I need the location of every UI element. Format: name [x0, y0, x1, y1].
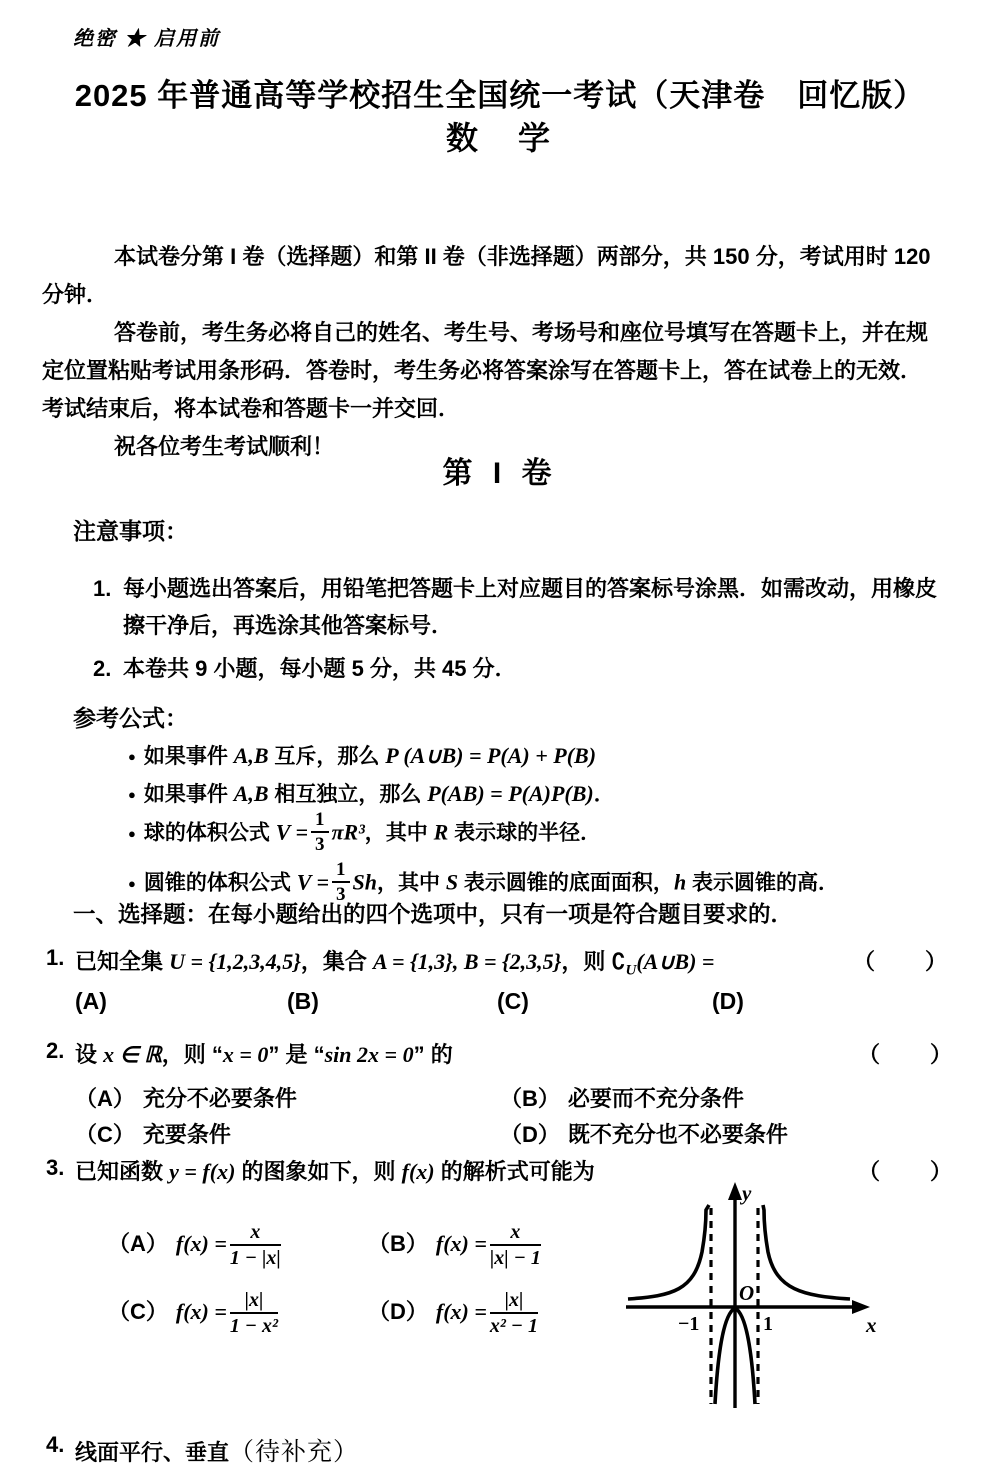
formula-3-text-2: ，其中	[364, 821, 434, 845]
question-3-stem	[75, 1155, 595, 1186]
instruction-paragraph-2: 答卷前，考生务必将自己的姓名、考生号、考场号和座位号填写在答题卡上，并在规定位置粘贴考试用条形码．答卷时，考生务必将答案涂写在答题卡上，答在试卷上的无效．考试结束后，将本试卷和答题卡一并交回．	[42, 320, 929, 421]
formula-4-text-2: ，其中	[377, 871, 446, 895]
tick-1-label: 1	[763, 1313, 773, 1335]
formulas-heading: 参考公式：	[73, 705, 188, 731]
y-axis-arrow	[728, 1182, 742, 1200]
fraction-numerator: x	[490, 1222, 541, 1246]
fraction-numerator: |x|	[230, 1290, 278, 1314]
q1-math-1: U = {1,2,3,4,5}	[169, 949, 301, 974]
q2-option-c-label: （C）	[75, 1122, 135, 1147]
question-1-stem	[75, 945, 714, 979]
q2-option-d	[500, 1118, 788, 1149]
exam-instructions	[42, 238, 940, 466]
q2-math-1: x ∈ ℝ	[103, 1042, 162, 1067]
formula-4-math-1: V =	[296, 869, 330, 895]
q3-option-d-label: （D）	[368, 1298, 428, 1324]
note-1-text: 每小题选出答案后，用铅笔把答题卡上对应题目的答案标号涂黑．如需改动，用橡皮擦干净后，再选涂其他答案标号．	[123, 576, 938, 638]
subject-title: 数 学	[445, 120, 554, 156]
q2-option-d-text: 既不充分也不必要条件	[567, 1122, 788, 1147]
fraction-one-third	[311, 810, 329, 854]
q1-text-2: ，集合	[300, 949, 373, 974]
formula-2-math-1: A,B	[233, 781, 269, 806]
q3-answer-parentheses: （ ）	[858, 1159, 955, 1184]
bullet-icon: ●	[128, 875, 136, 891]
question-2-number: 2.	[46, 1038, 65, 1063]
q3-option-a	[108, 1222, 284, 1268]
q3-math-1: y = f(x)	[169, 1159, 236, 1184]
fraction-denominator: |x| − 1	[489, 1247, 541, 1269]
q1-option-c: (C)	[497, 988, 529, 1014]
q2-text-4: ” 的	[413, 1042, 453, 1067]
formula-4-math-3: S	[445, 869, 459, 895]
q1-option-a: (A)	[75, 988, 107, 1014]
q2-text-2: ，则 “	[161, 1042, 223, 1067]
formula-1-math-2: P (A∪B) = P(A) + P(B)	[385, 743, 597, 768]
question-4-number: 4.	[46, 1432, 65, 1457]
q2-math-3: sin 2x = 0	[324, 1042, 414, 1067]
note-2-text: 本卷共 9 小题，每小题 5 分，共 45 分．	[123, 656, 517, 681]
fraction-numerator: |x|	[490, 1290, 538, 1314]
note-1-number: 1.	[93, 576, 112, 601]
formula-3-math-2: πR³	[331, 819, 365, 845]
bullet-icon: ●	[128, 749, 136, 764]
q3-option-b	[368, 1222, 544, 1268]
formula-1-text-2: 互斥，那么	[268, 745, 386, 768]
q2-option-c-text: 充要条件	[142, 1122, 231, 1147]
formula-4-text: 圆锥的体积公式	[143, 871, 297, 895]
q3-option-b-label: （B）	[368, 1230, 428, 1256]
q2-answer-parentheses: （ ）	[858, 1042, 955, 1067]
section-1-title: 第 I 卷	[442, 457, 558, 490]
formula-independent-events	[128, 778, 615, 808]
q2-option-b	[500, 1082, 744, 1113]
formula-4-math-4: h	[673, 869, 687, 895]
formula-4-math-2: Sh	[352, 869, 377, 895]
question-2-stem	[75, 1038, 453, 1069]
formula-2-text-2: 相互独立，那么	[268, 783, 428, 806]
instruction-paragraph-1: 本试卷分第 I 卷（选择题）和第 II 卷（非选择题）两部分，共 150 分，考试用时 120 分钟．	[42, 244, 931, 307]
fraction-denominator: 1 − |x|	[229, 1247, 281, 1269]
x-axis-arrow	[852, 1300, 870, 1314]
note-item-1	[93, 570, 938, 644]
q2-option-c	[75, 1118, 231, 1149]
multiple-choice-heading: 一、选择题：在每小题给出的四个选项中，只有一项是符合题目要求的．	[73, 902, 794, 927]
q2-text-3: ” 是 “	[268, 1042, 325, 1067]
q2-text-1: 设	[75, 1042, 104, 1067]
formula-3-text-3: 表示球的半径．	[448, 821, 602, 845]
formula-1-math-1: A,B	[233, 743, 269, 768]
fraction-denominator: x² − 1	[489, 1315, 539, 1337]
fraction-numerator: x	[230, 1222, 281, 1246]
y-axis-label: y	[742, 1181, 752, 1205]
q3-function-graph	[618, 1180, 888, 1412]
formula-2-period: ．	[593, 783, 615, 806]
q3-math-2: f(x)	[401, 1159, 435, 1184]
q1-text-3: ，则	[561, 949, 612, 974]
bullet-icon: ●	[128, 825, 136, 841]
q1-math-3: (A∪B) =	[636, 949, 715, 974]
formula-3-math-1: V =	[275, 819, 309, 845]
formula-4-text-4: 表示圆锥的高．	[686, 871, 840, 895]
note-2-number: 2.	[93, 656, 112, 681]
q3-option-d-formula: f(x) =	[435, 1298, 487, 1324]
notes-heading: 注意事项：	[73, 518, 188, 544]
fraction-denominator: 3	[336, 884, 346, 905]
q1-option-d: (D)	[712, 988, 744, 1014]
question-3-number: 3.	[46, 1155, 65, 1180]
q3-option-c-fraction	[230, 1290, 278, 1336]
q2-option-d-label: （D）	[500, 1122, 560, 1147]
q2-option-b-label: （B）	[500, 1086, 560, 1111]
q3-option-a-formula: f(x) =	[175, 1230, 227, 1256]
q2-option-a-label: （A）	[75, 1086, 135, 1111]
question-4-stem	[75, 1432, 359, 1468]
fraction-numerator: 1	[332, 860, 350, 883]
q1-answer-parentheses: （ ）	[853, 949, 950, 974]
fraction-numerator: 1	[311, 810, 329, 833]
q3-option-c	[108, 1290, 281, 1336]
fraction-denominator: 3	[315, 834, 325, 855]
note-item-2	[93, 650, 938, 687]
formula-3-text: 球的体积公式	[143, 821, 276, 845]
q3-option-b-formula: f(x) =	[435, 1230, 487, 1256]
tick-neg1-label: −1	[678, 1313, 700, 1335]
q3-option-d-fraction	[490, 1290, 538, 1336]
q2-option-a-text: 充分不必要条件	[142, 1086, 297, 1111]
formula-1-text: 如果事件	[143, 745, 234, 768]
q2-option-a	[75, 1082, 297, 1113]
q3-text-1: 已知函数	[75, 1159, 170, 1184]
formula-4-text-3: 表示圆锥的底面面积，	[458, 871, 674, 895]
complement-symbol: ∁	[611, 949, 626, 974]
exam-title: 2025 年普通高等学校招生全国统一考试（天津卷 回忆版）	[74, 78, 926, 113]
q3-text-2: 的图象如下，则	[235, 1159, 402, 1184]
fraction-denominator: 1 − x²	[229, 1315, 279, 1337]
question-1-number: 1.	[46, 945, 65, 970]
q3-option-c-formula: f(x) =	[175, 1298, 227, 1324]
q1-text-1: 已知全集	[75, 949, 170, 974]
formula-2-math-2: P(AB) = P(A)P(B)	[427, 781, 594, 806]
instruction-paragraph-3: 祝各位考生考试顺利！	[114, 434, 335, 459]
formula-sphere-volume	[128, 809, 602, 856]
formula-3-math-3: R	[433, 819, 449, 845]
curve-right-branch	[763, 1205, 850, 1299]
formula-mutually-exclusive	[128, 740, 596, 770]
q4-pending-note: （待补充）	[229, 1439, 360, 1466]
curve-left-branch	[628, 1205, 709, 1299]
q3-text-3: 的解析式可能为	[434, 1159, 595, 1184]
x-axis-label: x	[866, 1313, 877, 1337]
q2-option-b-text: 必要而不充分条件	[567, 1086, 744, 1111]
q4-text: 线面平行、垂直	[75, 1440, 230, 1465]
bullet-icon: ●	[128, 787, 136, 802]
origin-label: O	[739, 1281, 755, 1305]
q1-math-2: A = {1,3}, B = {2,3,5}	[373, 949, 562, 974]
q3-option-b-fraction	[490, 1222, 541, 1268]
complement-subscript: U	[625, 962, 637, 979]
q3-option-c-label: （C）	[108, 1298, 168, 1324]
q3-option-a-fraction	[230, 1222, 281, 1268]
q1-option-b: (B)	[287, 988, 319, 1014]
formula-2-text: 如果事件	[143, 783, 234, 806]
q3-option-a-label: （A）	[108, 1230, 168, 1256]
q2-math-2: x = 0	[222, 1042, 269, 1067]
secret-header: 绝密 ★ 启用前	[73, 28, 221, 50]
q3-option-d	[368, 1290, 541, 1336]
